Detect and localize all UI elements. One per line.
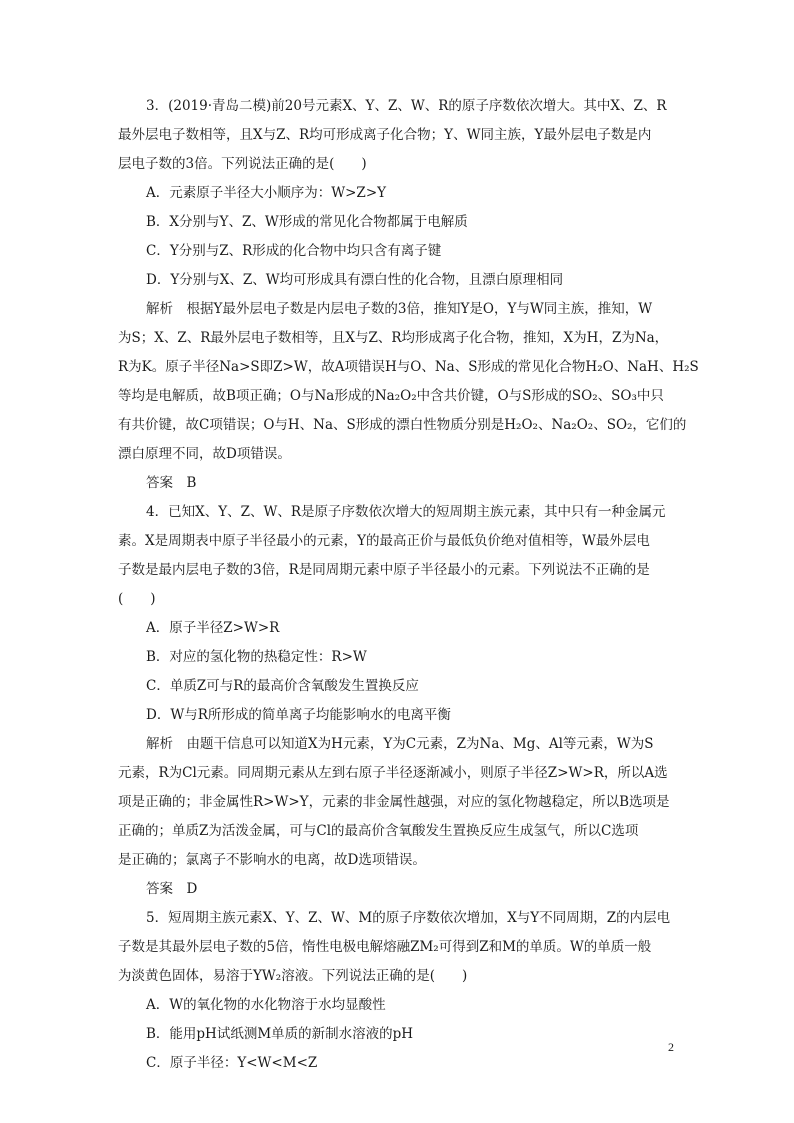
text-line: 子数是其最外层电子数的5倍，惰性电极电解熔融ZM₂可得到Z和M的单质。W的单质一般 [118, 939, 652, 955]
text-line: 等均是电解质，故B项正确；O与Na形成的Na₂O₂中含共价键，O与S形成的SO₂、SO₃中只 [118, 388, 664, 404]
text-line: ( ) [118, 591, 156, 607]
text-line: 4．已知X、Y、Z、W、R是原子序数依次增大的短周期主族元素，其中只有一种金属元 [146, 504, 666, 520]
text-line: 答案 B [146, 475, 197, 491]
text-line: C．Y分别与Z、R形成的化合物中均只含有离子键 [146, 243, 442, 259]
text-line: 项是正确的；非金属性R>W>Y，元素的非金属性越强，对应的氢化物越稳定，所以B选项是 [118, 794, 670, 810]
text-line: 为淡黄色固体，易溶于YW₂溶液。下列说法正确的是( ) [118, 968, 468, 984]
text-line: B．对应的氢化物的热稳定性：R>W [146, 649, 367, 665]
page-number: 2 [668, 1040, 674, 1054]
text-line: 为S；X、Z、R最外层电子数相等，且X与Z、R均形成离子化合物，推知，X为H，Z为Na， [118, 330, 669, 346]
text-line: 正确的；单质Z为活泼金属，可与Cl的最高价含氧酸发生置换反应生成氢气，所以C选项 [118, 823, 639, 839]
text-line: 5．短周期主族元素X、Y、Z、W、M的原子序数依次增加，X与Y不同周期，Z的内层电 [146, 910, 671, 926]
text-line: 有共价键，故C项错误；O与H、Na、S形成的漂白性物质分别是H₂O₂、Na₂O₂、SO₂，它们的 [118, 417, 687, 433]
text-line: 元素，R为Cl元素。同周期元素从左到右原子半径逐渐减小，则原子半径Z>W>R，所以A选 [118, 765, 668, 781]
text-line: B．X分别与Y、Z、W形成的常见化合物都属于电解质 [146, 214, 468, 230]
text-line: A．W的氧化物的水化物溶于水均显酸性 [146, 997, 386, 1013]
document-body [118, 92, 699, 1078]
text-line: 3．(2019·青岛二模)前20号元素X、Y、Z、W、R的原子序数依次增大。其中X、Z、R [146, 98, 667, 114]
text-line: 子数是最内层电子数的3倍，R是同周期元素中原子半径最小的元素。下列说法不正确的是 [118, 562, 650, 578]
text-line: A．原子半径Z>W>R [146, 620, 280, 636]
text-line: 素。X是周期表中原子半径最小的元素，Y的最高正价与最低负价绝对值相等，W最外层电 [118, 533, 650, 549]
text-line: 是正确的；氯离子不影响水的电离，故D选项错误。 [118, 852, 426, 868]
text-line: R为K。原子半径Na>S即Z>W，故A项错误H与O、Na、S形成的常见化合物H₂O、NaH、H₂S [118, 359, 699, 375]
text-line: C．单质Z可与R的最高价含氧酸发生置换反应 [146, 678, 419, 694]
text-line: 解析 根据Y最外层电子数是内层电子数的3倍，推知Y是O，Y与W同主族，推知，W [146, 301, 653, 317]
text-line: C．原子半径：Y<W<M<Z [146, 1055, 318, 1071]
text-line: D．W与R所形成的简单离子均能影响水的电离平衡 [146, 707, 451, 723]
text-line: 层电子数的3倍。下列说法正确的是( ) [118, 156, 367, 172]
text-line: 最外层电子数相等，且X与Z、R均可形成离子化合物；Y、W同主族，Y最外层电子数是内 [118, 127, 652, 143]
text-line: A．元素原子半径大小顺序为：W>Z>Y [146, 185, 387, 201]
text-line: 解析 由题干信息可以知道X为H元素，Y为C元素，Z为Na、Mg、Al等元素，W为S [146, 736, 654, 752]
text-line: D．Y分别与X、Z、W均可形成具有漂白性的化合物，且漂白原理相同 [146, 272, 564, 288]
text-line: B．能用pH试纸测M单质的新制水溶液的pH [146, 1026, 414, 1042]
text-line: 漂白原理不同，故D项错误。 [118, 446, 291, 462]
text-line: 答案 D [146, 881, 198, 897]
